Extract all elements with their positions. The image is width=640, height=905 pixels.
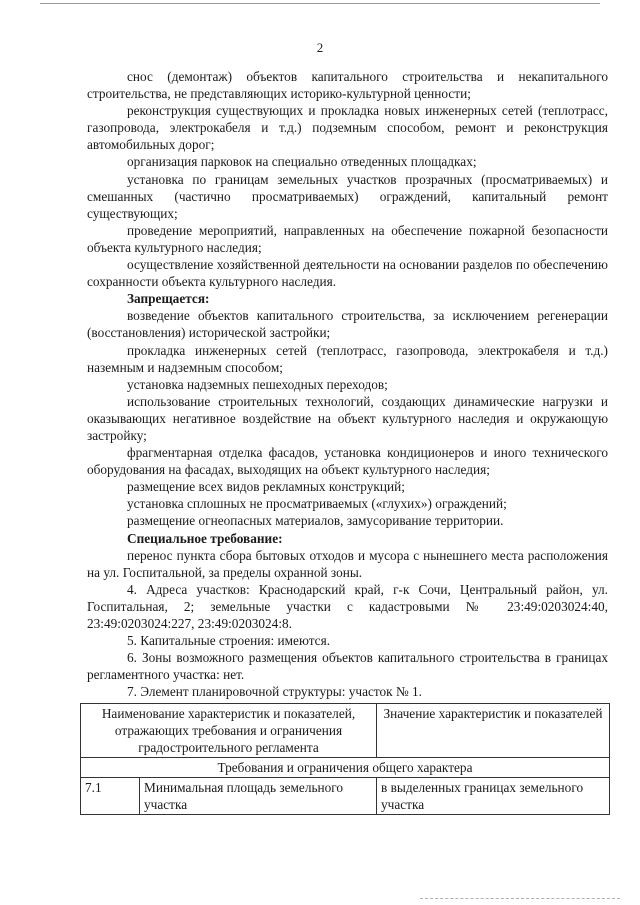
- section-heading-special: Специальное требование:: [127, 530, 283, 546]
- paragraph: перенос пункта сбора бытовых отходов и мусора с нынешнего места расположения на ул. Госпитальной, за пределы охранной зоны.: [87, 547, 608, 580]
- paragraph: использование строительных технологий, создающих динамические нагрузки и оказывающих негативное воздействие на объект культурного наследия и окружающую застройку;: [87, 393, 608, 443]
- paragraph: размещение всех видов рекламных конструкций;: [127, 479, 405, 495]
- paragraph: установка надземных пешеходных переходов;: [127, 376, 388, 392]
- paragraph: организация парковок на специально отведенных площадках;: [127, 154, 477, 170]
- document-body: [87, 68, 608, 700]
- paragraph: прокладка инженерных сетей (теплотрасс, газопровода, электрокабеля и т.д.) наземным и надземным способом;: [87, 342, 608, 375]
- paragraph: 5. Капитальные строения: имеются.: [127, 633, 331, 649]
- table-header-value: Значение характеристик и показателей: [377, 704, 610, 758]
- paragraph: проведение мероприятий, направленных на обеспечение пожарной безопасности объекта культурного наследия;: [87, 222, 608, 255]
- paragraph: реконструкция существующих и прокладка новых инженерных сетей (теплотрасс, газопровода, электрокабеля и т.д.) подземным способом, ремонт и реконструкция автомобильных дорог;: [87, 103, 608, 153]
- paragraph: 6. Зоны возможного размещения объектов капитального строительства в границах регламентного участка: нет.: [87, 650, 608, 683]
- scan-edge-line: [420, 898, 620, 899]
- paragraph: 7. Элемент планировочной структуры: участок № 1.: [127, 684, 422, 700]
- table-row: [81, 778, 610, 815]
- paragraph-addresses: 4. Адреса участков: Краснодарский край, г-к Сочи, Центральный район, ул. Госпитальная, 2; земельные участки с кадастровыми № 23:49:0203024:40, 23:49:0203024:227, 23:49:0203024:8.: [87, 581, 608, 631]
- paragraph: осуществление хозяйственной деятельности на основании разделов по обеспечению сохранности объекта культурного наследия.: [87, 257, 608, 290]
- table-cell-value: в выделенных границах земельного участка: [377, 778, 610, 815]
- table-cell-number: 7.1: [81, 778, 140, 815]
- table-section-title: Требования и ограничения общего характера: [81, 758, 610, 778]
- scan-edge-line: [40, 3, 600, 4]
- table-cell-name: Минимальная площадь земельного участка: [140, 778, 377, 815]
- paragraph: установка сплошных не просматриваемых («глухих») ограждений;: [127, 496, 507, 512]
- paragraph: снос (демонтаж) объектов капитального строительства и некапитального строительства, не представляющих историко-культурной ценности;: [87, 69, 608, 102]
- paragraph: возведение объектов капитального строительства, за исключением регенерации (восстановления) исторической застройки;: [87, 308, 608, 341]
- paragraph: установка по границам земельных участков прозрачных (просматриваемых) и смешанных (частично просматриваемых) ограждений, капитальный ремонт существующих;: [87, 171, 608, 221]
- paragraph: фрагментарная отделка фасадов, установка кондиционеров и иного технического оборудования на фасадах, выходящих на объект культурного наследия;: [87, 445, 608, 478]
- table-header-name: Наименование характеристик и показателей, отражающих требования и ограничения градостроительного регламента: [81, 704, 377, 758]
- section-heading-prohibited: Запрещается:: [127, 291, 210, 307]
- requirements-table: [80, 703, 610, 815]
- paragraph: размещение огнеопасных материалов, замусоривание территории.: [127, 513, 504, 529]
- table-header-row: [81, 704, 610, 758]
- table-section-row: [81, 758, 610, 778]
- page-number: 2: [316, 40, 324, 55]
